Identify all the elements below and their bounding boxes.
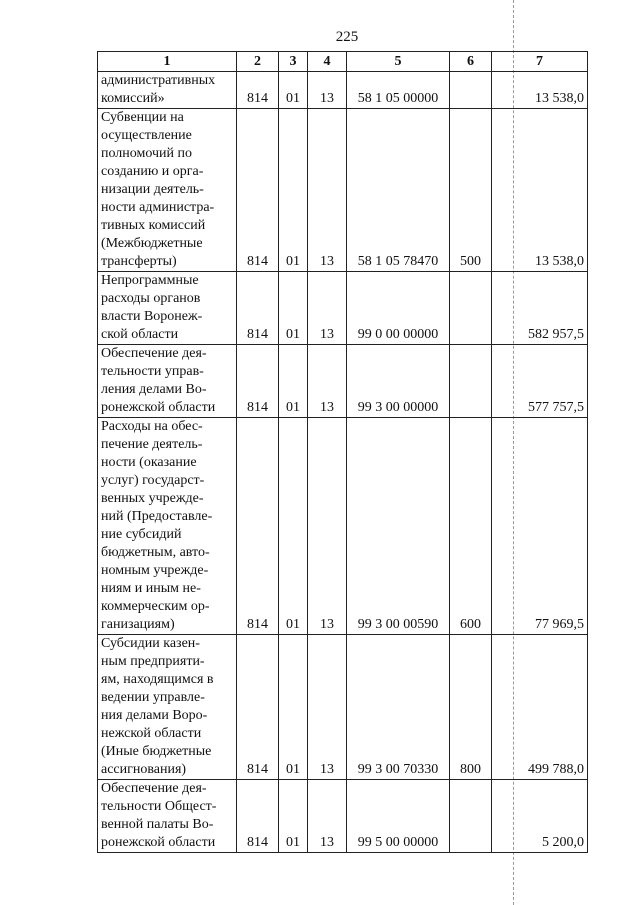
section-code: 01 [279,635,308,780]
table-row [98,109,588,272]
expense-type [450,780,492,853]
table-row [98,635,588,780]
header-cell: 1 [98,52,237,72]
expense-type [450,272,492,345]
expense-type [450,72,492,109]
target-article: 99 3 00 00590 [347,418,450,635]
ministry-code: 814 [237,418,279,635]
table-row [98,72,588,109]
section-code: 01 [279,418,308,635]
section-code: 01 [279,345,308,418]
ministry-code: 814 [237,635,279,780]
header-cell: 3 [279,52,308,72]
expense-type [450,345,492,418]
amount: 577 757,5 [492,345,588,418]
section-code: 01 [279,780,308,853]
target-article: 58 1 05 00000 [347,72,450,109]
header-cell: 7 [492,52,588,72]
header-row [98,52,588,72]
item-name: Обеспечение дея- тельности управ- ления делами Во- ронежской области [98,345,237,418]
subsection-code: 13 [308,272,347,345]
item-name: Непрограммные расходы органов власти Воронеж- ской области [98,272,237,345]
ministry-code: 814 [237,109,279,272]
budget-table [97,51,588,853]
item-name: Субсидии казен- ным предприяти- ям, находящимся в ведении управле- ния делами Воро- нежской области (Иные бюджетные ассигнования) [98,635,237,780]
ministry-code: 814 [237,345,279,418]
page-number: 225 [335,29,359,45]
ministry-code: 814 [237,272,279,345]
table-row [98,345,588,418]
amount: 5 200,0 [492,780,588,853]
subsection-code: 13 [308,72,347,109]
subsection-code: 13 [308,780,347,853]
section-code: 01 [279,272,308,345]
subsection-code: 13 [308,635,347,780]
item-name: административных комиссий» [98,72,237,109]
table-row [98,272,588,345]
header-cell: 2 [237,52,279,72]
amount: 13 538,0 [492,109,588,272]
subsection-code: 13 [308,345,347,418]
section-code: 01 [279,109,308,272]
amount: 499 788,0 [492,635,588,780]
target-article: 99 0 00 00000 [347,272,450,345]
target-article: 58 1 05 78470 [347,109,450,272]
amount: 13 538,0 [492,72,588,109]
table-row [98,780,588,853]
target-article: 99 5 00 00000 [347,780,450,853]
amount: 582 957,5 [492,272,588,345]
target-article: 99 3 00 00000 [347,345,450,418]
header-cell: 4 [308,52,347,72]
ministry-code: 814 [237,72,279,109]
expense-type: 500 [450,109,492,272]
expense-type: 800 [450,635,492,780]
subsection-code: 13 [308,109,347,272]
expense-type: 600 [450,418,492,635]
item-name: Субвенции на осуществление полномочий по созданию и орга- низации деятель- ности администра- тивных комиссий (Межбюджетные трансферты) [98,109,237,272]
target-article: 99 3 00 70330 [347,635,450,780]
table-row [98,418,588,635]
header-cell: 5 [347,52,450,72]
amount: 77 969,5 [492,418,588,635]
header-cell: 6 [450,52,492,72]
ministry-code: 814 [237,780,279,853]
item-name: Обеспечение дея- тельности Общест- венной палаты Во- ронежской области [98,780,237,853]
section-code: 01 [279,72,308,109]
subsection-code: 13 [308,418,347,635]
item-name: Расходы на обес- печение деятель- ности (оказание услуг) государст- венных учрежде- ний (Предоставле- ние субсидий бюджетным, авто- номным учрежде- ниям и иным не- коммерческим ор- ганизациям) [98,418,237,635]
